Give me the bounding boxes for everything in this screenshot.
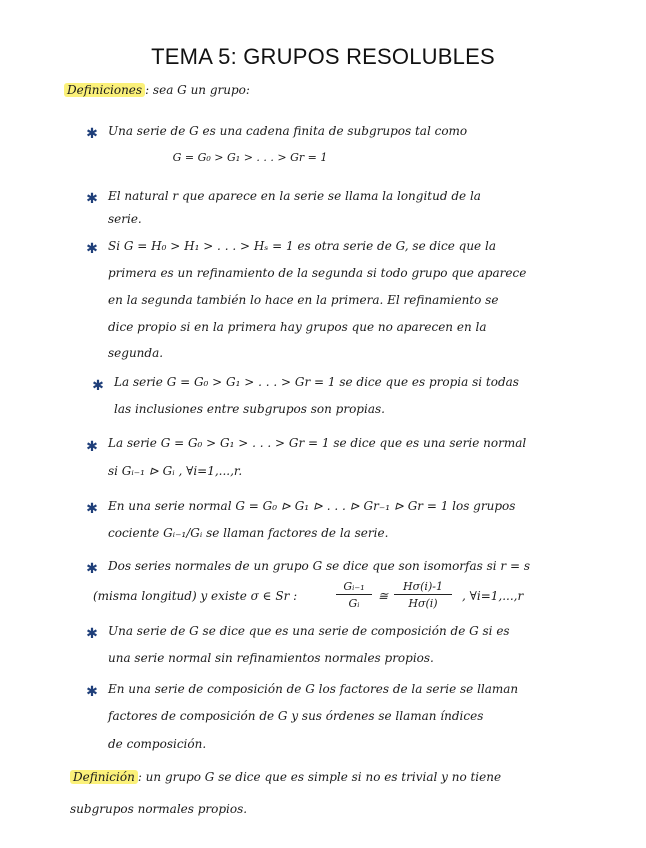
definition-line-2: subgrupos normales propios.	[70, 802, 248, 816]
asterisk-bullet-icon: ✱	[86, 626, 98, 642]
definition-text-1: : un grupo G se dice que es simple si no es trivial y no tiene	[137, 770, 502, 784]
page-title: TEMA 5: GRUPOS RESOLUBLES	[151, 44, 495, 69]
item-6-line-2: cociente Gᵢ₋₁/Gᵢ se llaman factores de la serie.	[108, 526, 389, 540]
item-2-line-2: serie.	[108, 212, 142, 226]
fraction-numerator: Hσ(i)-1	[403, 580, 443, 593]
item-3-line-1: Si G = H₀ > H₁ > . . . > Hₛ = 1 es otra serie de G, se dice que la	[108, 239, 496, 253]
item-3-line-2: primera es un refinamiento de la segunda si todo grupo que aparece	[108, 266, 527, 280]
asterisk-bullet-icon: ✱	[86, 501, 98, 517]
asterisk-bullet-icon: ✱	[86, 126, 98, 142]
asterisk-bullet-icon: ✱	[86, 684, 98, 700]
fraction-denominator: Hσ(i)	[408, 597, 438, 610]
quotient-fraction-right	[394, 580, 452, 614]
item-8-line-1: Una serie de G se dice que es una serie de composición de G si es	[108, 624, 510, 638]
definition-label: Definición	[70, 770, 138, 784]
item-4-line-2: las inclusiones entre subgrupos son propias.	[114, 402, 385, 416]
quotient-fraction-left	[336, 580, 372, 614]
item-3-line-5: segunda.	[108, 346, 164, 360]
item-8-line-2: una serie normal sin refinamientos normales propios.	[108, 651, 434, 665]
asterisk-bullet-icon: ✱	[86, 439, 98, 455]
item-9-line-1: En una serie de composición de G los factores de la serie se llaman	[108, 682, 519, 696]
item-7-line-1: Dos series normales de un grupo G se dice que son isomorfas si r = s	[108, 559, 530, 573]
item-3-line-4: dice propio si en la primera hay grupos que no aparecen en la	[108, 320, 487, 334]
item-1-line-1: Una serie de G es una cadena finita de subgrupos tal como	[108, 124, 468, 138]
isomorphic-symbol: ≅	[378, 589, 389, 603]
item-7-iso-start: (misma longitud) y existe σ ∈ Sr :	[93, 589, 298, 603]
fraction-bar	[336, 594, 372, 595]
item-4-line-1: La serie G = G₀ > G₁ > . . . > Gr = 1 se dice que es propia si todas	[114, 375, 519, 389]
asterisk-bullet-icon: ✱	[86, 191, 98, 207]
definitions-intro-text: : sea G un grupo:	[145, 83, 250, 97]
definition-line-1	[70, 770, 501, 785]
fraction-denominator: Gᵢ	[348, 597, 360, 610]
item-5-line-2: si Gᵢ₋₁ ⊳ Gᵢ , ∀i=1,...,r.	[108, 464, 243, 478]
item-9-line-2: factores de composición de G y sus órdenes se llaman índices	[108, 709, 484, 723]
fraction-numerator: Gᵢ₋₁	[343, 580, 365, 593]
asterisk-bullet-icon: ✱	[86, 561, 98, 577]
item-5-line-1: La serie G = G₀ > G₁ > . . . > Gr = 1 se dice que es una serie normal	[108, 436, 527, 450]
item-9-line-3: de composición.	[108, 737, 207, 751]
asterisk-bullet-icon: ✱	[86, 241, 98, 257]
item-3-line-3: en la segunda también lo hace en la primera. El refinamiento se	[108, 293, 499, 307]
definitions-intro	[64, 83, 250, 98]
item-6-line-1: En una serie normal G = G₀ ⊳ G₁ ⊳ . . . ⊳ Gr₋₁ ⊳ Gr = 1 los grupos	[108, 499, 516, 513]
definitions-label: Definiciones	[64, 83, 145, 97]
item-7-iso-end: , ∀i=1,...,r	[462, 589, 524, 603]
fraction-bar	[394, 594, 452, 595]
series-formula: G = G₀ > G₁ > . . . > Gr = 1	[172, 151, 328, 164]
asterisk-bullet-icon: ✱	[92, 378, 104, 394]
item-2-line-1: El natural r que aparece en la serie se llama la longitud de la	[108, 189, 481, 203]
